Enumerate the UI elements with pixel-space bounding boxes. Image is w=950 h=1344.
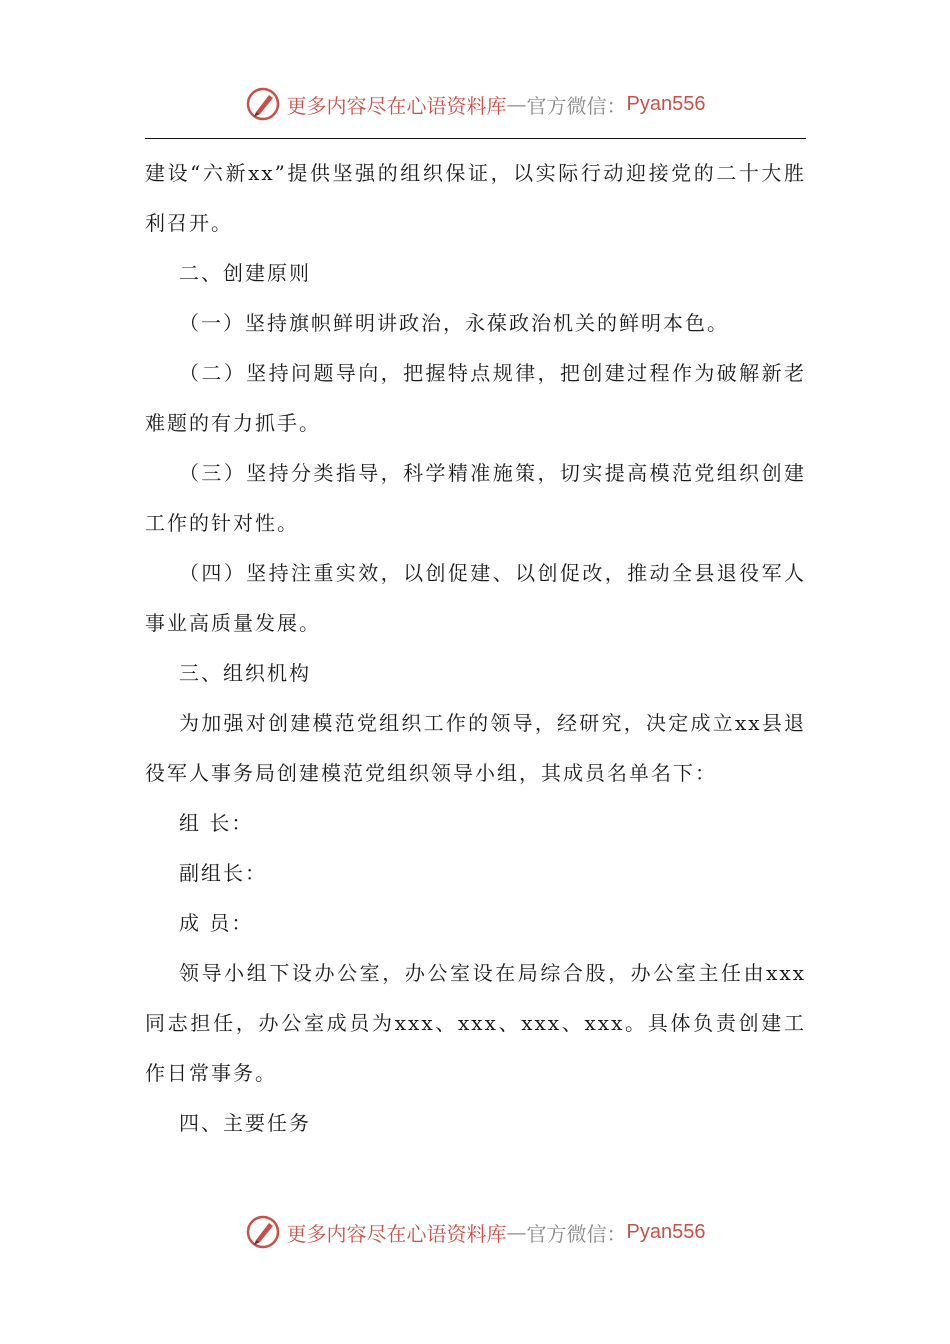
deputy-leader-line: 副组长： <box>179 861 267 885</box>
header-divider <box>145 138 806 139</box>
paragraph-office: 领导小组下设办公室，办公室设在局综合股，办公室主任由xxx同志担任，办公室成员为xxx、xxx、xxx、xxx。具体负责创建工作日常事务。 <box>145 961 806 1085</box>
group-leader-line: 组 长： <box>179 811 254 835</box>
principle-item-4: （四）坚持注重实效，以创促建、以创促改，推动全县退役军人事业高质量发展。 <box>145 561 806 635</box>
document-body <box>145 148 806 1148</box>
section-heading-organization: 三、组织机构 <box>179 661 311 685</box>
banner-main: 更多内容尽在心语资料库 <box>286 1221 507 1246</box>
section-heading-principles: 二、创建原则 <box>179 261 311 285</box>
section-heading-tasks: 四、主要任务 <box>179 1111 311 1135</box>
banner-main: 更多内容尽在心语资料库 <box>286 93 507 118</box>
pen-logo-icon <box>245 1214 281 1250</box>
banner-text <box>287 90 706 119</box>
principle-item-1: （一）坚持旗帜鲜明讲政治，永葆政治机关的鲜明本色。 <box>179 311 729 335</box>
banner-separator: — <box>506 1220 527 1244</box>
banner-wechat-id: Pyan556 <box>626 1220 706 1243</box>
principle-item-2: （二）坚持问题导向，把握特点规律，把创建过程作为破解新老难题的有力抓手。 <box>145 361 806 435</box>
banner-wechat-id: Pyan556 <box>626 92 706 115</box>
paragraph-continuation: 建设“六新xx”提供坚强的组织保证，以实际行动迎接党的二十大胜利召开。 <box>145 161 806 235</box>
banner-wechat-label: 官方微信： <box>526 93 627 118</box>
members-line: 成 员： <box>179 911 254 935</box>
header-watermark-banner <box>0 84 950 124</box>
footer-watermark-banner <box>0 1212 950 1252</box>
banner-text <box>287 1218 706 1247</box>
banner-separator: — <box>506 92 527 116</box>
principle-item-3: （三）坚持分类指导，科学精准施策，切实提高模范党组织创建工作的针对性。 <box>145 461 806 535</box>
pen-logo-icon <box>245 86 281 122</box>
paragraph-organization: 为加强对创建模范党组织工作的领导，经研究，决定成立xx县退役军人事务局创建模范党组织领导小组，其成员名单名下： <box>145 711 806 785</box>
banner-wechat-label: 官方微信： <box>526 1221 627 1246</box>
